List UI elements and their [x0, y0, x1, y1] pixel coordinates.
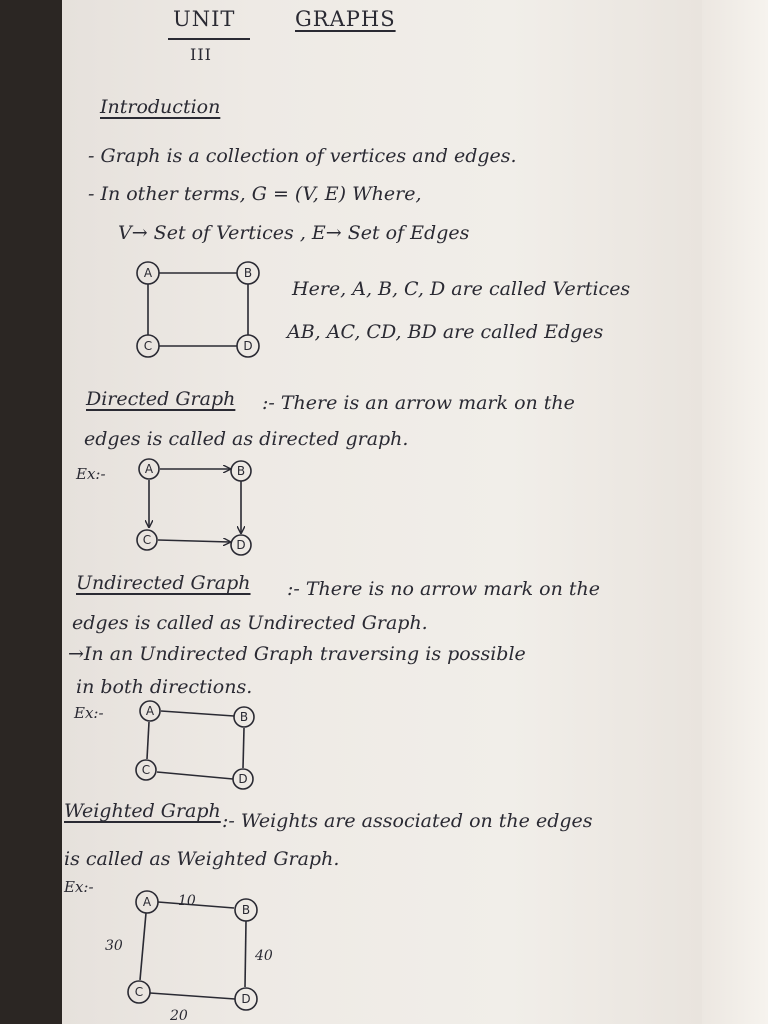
weighted-desc-1: :- Weights are associated on the edges: [222, 810, 593, 832]
undirected-example-label: Ex:-: [74, 704, 104, 722]
unit-number: III: [190, 45, 212, 64]
undirected-heading: Undirected Graph: [76, 572, 251, 594]
svg-text:B: B: [236, 464, 246, 478]
weighted-node-a: [136, 891, 158, 913]
weight-ab: 10: [178, 893, 196, 909]
svg-text:A: A: [143, 266, 153, 280]
svg-text:D: D: [236, 538, 246, 552]
topic-title: GRAPHS: [295, 7, 396, 31]
weighted-node-b: [235, 899, 257, 921]
undirected-desc-1: :- There is no arrow mark on the: [287, 578, 601, 600]
svg-text:C: C: [142, 533, 152, 547]
svg-text:C: C: [143, 339, 153, 353]
svg-text:C: C: [134, 985, 144, 999]
weighted-desc-2: is called as Weighted Graph.: [64, 848, 340, 870]
weighted-edge-ac: [140, 913, 146, 980]
unit-label: UNIT: [173, 7, 236, 31]
undirected-desc-3: →In an Undirected Graph traversing is possible: [68, 643, 526, 665]
undirected-desc-4: in both directions.: [76, 676, 253, 698]
undirected-desc-2: edges is called as Undirected Graph.: [72, 612, 428, 634]
svg-text:D: D: [241, 992, 251, 1006]
weighted-edge-cd: [150, 993, 235, 999]
weighted-heading: Weighted Graph: [64, 800, 221, 822]
vertices-note: Here, A, B, C, D are called Vertices: [292, 278, 631, 300]
weighted-node-c: [128, 981, 150, 1003]
weight-cd: 20: [170, 1008, 188, 1024]
intro-line-3: V→ Set of Vertices , E→ Set of Edges: [118, 222, 470, 244]
svg-text:A: A: [142, 895, 152, 909]
svg-text:C: C: [141, 763, 151, 777]
directed-desc-2: edges is called as directed graph.: [84, 428, 409, 450]
directed-heading: Directed Graph: [86, 388, 236, 410]
weighted-example-label: Ex:-: [64, 878, 94, 896]
weighted-node-d: [235, 988, 257, 1010]
svg-text:B: B: [241, 903, 251, 917]
intro-heading: Introduction: [100, 96, 221, 118]
svg-text:A: A: [145, 704, 155, 718]
svg-text:A: A: [144, 462, 154, 476]
intro-line-2: - In other terms, G = (V, E) Where,: [88, 183, 422, 205]
weighted-edge-bd: [245, 921, 246, 987]
weight-ac: 30: [105, 938, 123, 954]
weight-bd: 40: [255, 948, 273, 964]
weighted-edge-ab: [158, 902, 234, 908]
svg-text:B: B: [239, 710, 249, 724]
edges-note: AB, AC, CD, BD are called Edges: [287, 321, 604, 343]
svg-text:D: D: [243, 339, 253, 353]
intro-line-1: - Graph is a collection of vertices and edges.: [88, 145, 517, 167]
svg-text:B: B: [243, 266, 253, 280]
directed-desc-1: :- There is an arrow mark on the: [262, 392, 575, 414]
svg-text:D: D: [238, 772, 248, 786]
directed-example-label: Ex:-: [76, 465, 106, 483]
